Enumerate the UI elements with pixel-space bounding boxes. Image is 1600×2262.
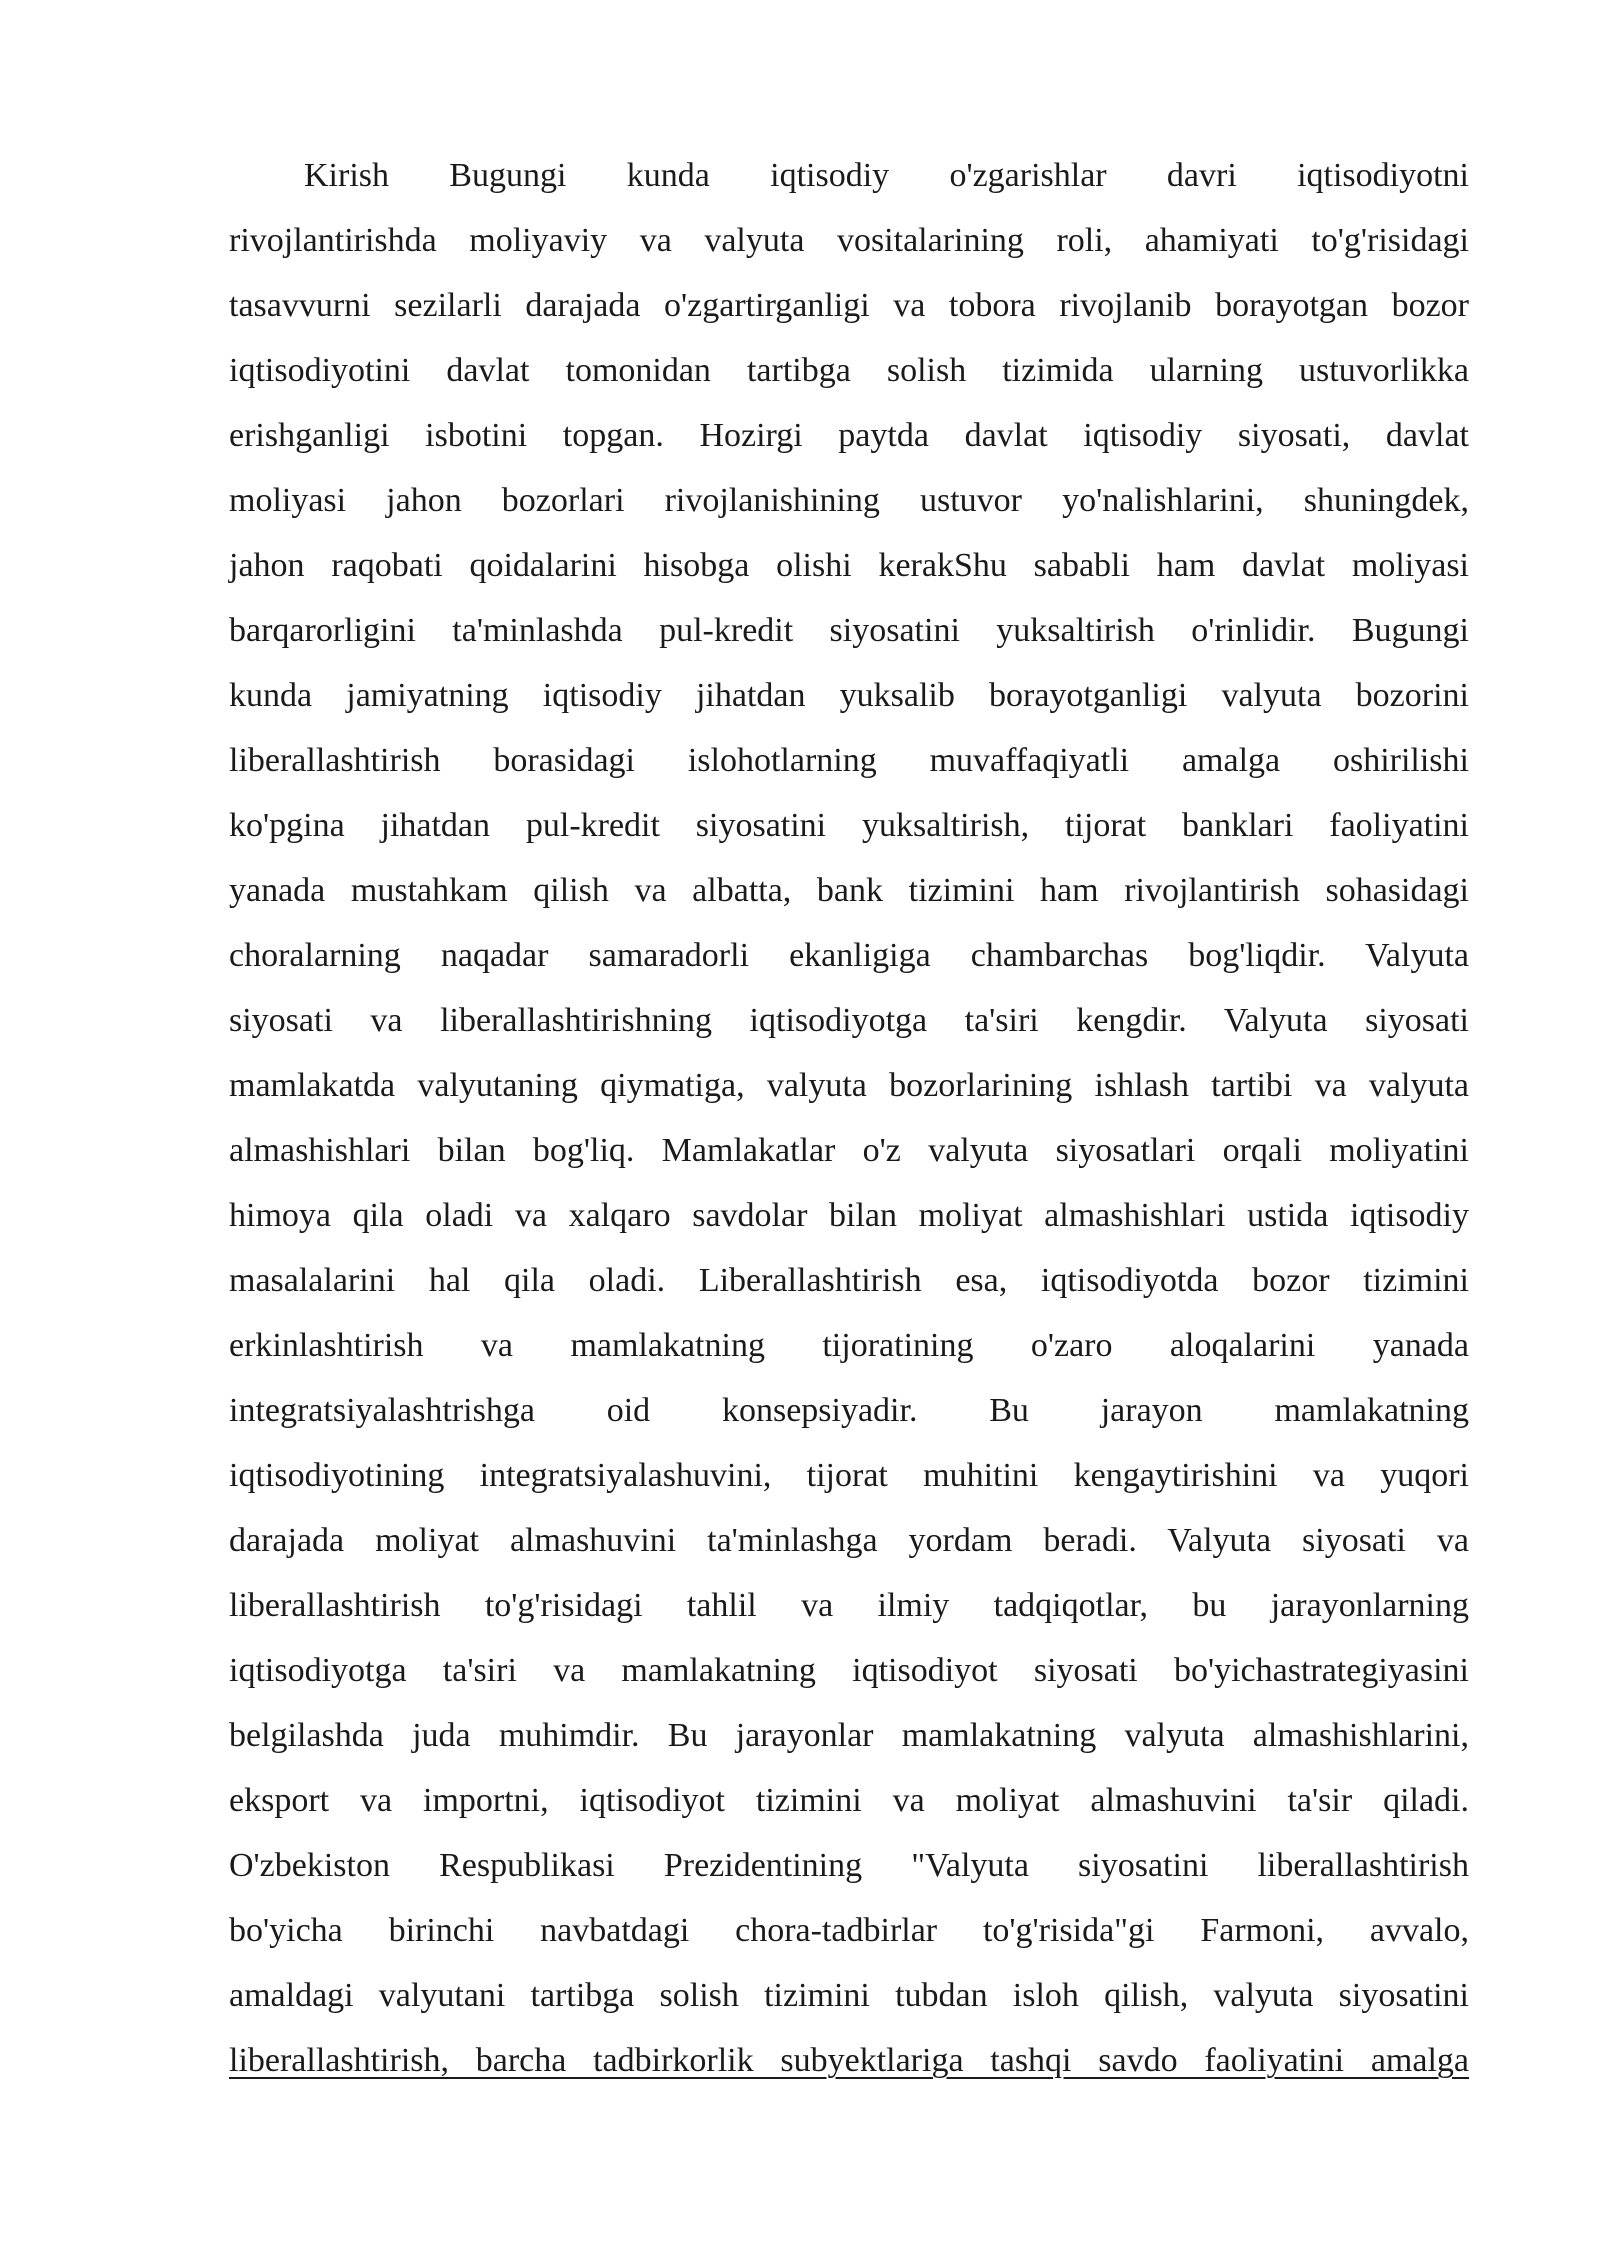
paragraph-line: erkinlashtirish va mamlakatning tijoratining o'zaro aloqalarini yanada: [229, 1327, 1469, 1364]
paragraph-line: masalalarini hal qila oladi. Liberallashtirish esa, iqtisodiyotda bozor tizimini: [229, 1262, 1469, 1299]
paragraph-line: amaldagi valyutani tartibga solish tizimini tubdan isloh qilish, valyuta siyosatini: [229, 1977, 1469, 2014]
body-paragraph: [229, 145, 1469, 2095]
paragraph-line: darajada moliyat almashuvini ta'minlashga yordam beradi. Valyuta siyosati va: [229, 1522, 1469, 1559]
paragraph-line: rivojlantirishda moliyaviy va valyuta vositalarining roli, ahamiyati to'g'risidagi: [229, 222, 1469, 259]
paragraph-line: choralarning naqadar samaradorli ekanligiga chambarchas bog'liqdir. Valyuta: [229, 937, 1469, 974]
paragraph-line: Kirish Bugungi kunda iqtisodiy o'zgarishlar davri iqtisodiyotni: [304, 157, 1469, 194]
paragraph-line: integratsiyalashtrishga oid konsepsiyadir. Bu jarayon mamlakatning: [229, 1392, 1469, 1429]
paragraph-line: moliyasi jahon bozorlari rivojlanishining ustuvor yo'nalishlarini, shuningdek,: [229, 482, 1469, 519]
paragraph-line: kunda jamiyatning iqtisodiy jihatdan yuksalib borayotganligi valyuta bozorini: [229, 677, 1469, 714]
paragraph-line: himoya qila oladi va xalqaro savdolar bilan moliyat almashishlari ustida iqtisodiy: [229, 1197, 1469, 1234]
paragraph-line: iqtisodiyotining integratsiyalashuvini, tijorat muhitini kengaytirishini va yuqori: [229, 1457, 1469, 1494]
paragraph-line-underlined: liberallashtirish, barcha tadbirkorlik subyektlariga tashqi savdo faoliyatini amalga: [229, 2042, 1469, 2079]
paragraph-line: liberallashtirish to'g'risidagi tahlil va ilmiy tadqiqotlar, bu jarayonlarning: [229, 1587, 1469, 1624]
paragraph-line: ko'pgina jihatdan pul-kredit siyosatini yuksaltirish, tijorat banklari faoliyatini: [229, 807, 1469, 844]
paragraph-line: yanada mustahkam qilish va albatta, bank tizimini ham rivojlantirish sohasidagi: [229, 872, 1469, 909]
paragraph-line: belgilashda juda muhimdir. Bu jarayonlar mamlakatning valyuta almashishlarini,: [229, 1717, 1469, 1754]
paragraph-line: barqarorligini ta'minlashda pul-kredit siyosatini yuksaltirish o'rinlidir. Bugungi: [229, 612, 1469, 649]
paragraph-line: almashishlari bilan bog'liq. Mamlakatlar o'z valyuta siyosatlari orqali moliyatini: [229, 1132, 1469, 1169]
paragraph-line: eksport va importni, iqtisodiyot tizimini va moliyat almashuvini ta'sir qiladi.: [229, 1782, 1469, 1819]
paragraph-line: iqtisodiyotga ta'siri va mamlakatning iqtisodiyot siyosati bo'yichastrategiyasini: [229, 1652, 1469, 1689]
paragraph-line: jahon raqobati qoidalarini hisobga olishi kerakShu sababli ham davlat moliyasi: [229, 547, 1469, 584]
paragraph-line: siyosati va liberallashtirishning iqtisodiyotga ta'siri kengdir. Valyuta siyosati: [229, 1002, 1469, 1039]
paragraph-line: erishganligi isbotini topgan. Hozirgi paytda davlat iqtisodiy siyosati, davlat: [229, 417, 1469, 454]
paragraph-line: tasavvurni sezilarli darajada o'zgartirganligi va tobora rivojlanib borayotgan bozor: [229, 287, 1469, 324]
paragraph-line: bo'yicha birinchi navbatdagi chora-tadbirlar to'g'risida"gi Farmoni, avvalo,: [229, 1912, 1469, 1949]
paragraph-line: liberallashtirish borasidagi islohotlarning muvaffaqiyatli amalga oshirilishi: [229, 742, 1469, 779]
paragraph-line: mamlakatda valyutaning qiymatiga, valyuta bozorlarining ishlash tartibi va valyuta: [229, 1067, 1469, 1104]
paragraph-line: O'zbekiston Respublikasi Prezidentining "Valyuta siyosatini liberallashtirish: [229, 1847, 1469, 1884]
paragraph-line: iqtisodiyotini davlat tomonidan tartibga solish tizimida ularning ustuvorlikka: [229, 352, 1469, 389]
